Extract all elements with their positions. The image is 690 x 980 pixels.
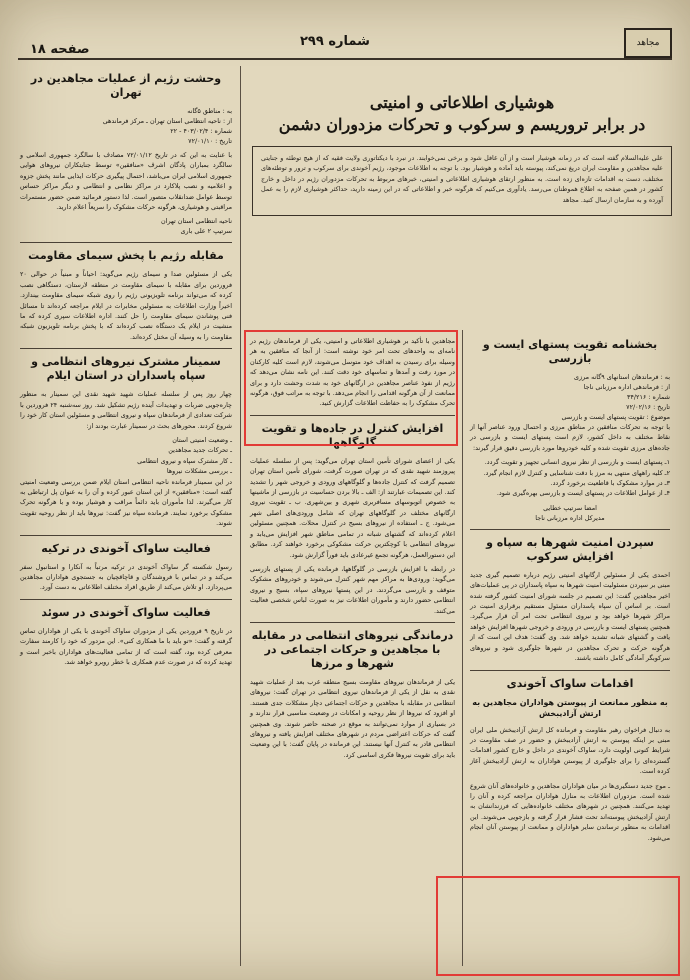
article-title: بخشنامه تقویت پستهای ایست و بازرسی xyxy=(482,338,658,365)
highlight-frame xyxy=(436,876,680,976)
intro-box xyxy=(252,146,672,216)
article-title: فعالیت ساواک آخوندی در ترکیه xyxy=(41,541,211,555)
main-article xyxy=(252,92,672,216)
article-body: با عنایت به این که در تاریخ ۷۲/۰۱/۱۲ مصادف با سالگرد جمهوری اسلامی و سالگرد بمباران پادگان اشرف «منافقین» توسط جنایتکاران نیروهای هوایی جمهوری اسلامی ایران می‌باشد، احتمال پیگیری حرکات ایذایی مانند پخش جزوه و اعلامیه و نصب پلاکارد در مراکز نظامی و انتظامی و دیگر مراکز حساس توسط عوامل ضدانقلاب متصور است. لذا دستور فرمائید ضمن حضور مستمرات مراقبتی و هوشیاری، هرگونه حرکات مشکوک را سریعاً اعلام دارید. xyxy=(20,151,232,212)
main-subtitle: در برابر تروریسم و سرکوب و تحرکات مزدوران دشمن xyxy=(278,115,646,134)
article-body: احمدی یکی از مسئولین ارگانهای امنیتی رژیم درباره تصمیم گیری جدید مبنی بر سپردن مسئولیت امنیت شهرها به سپاه پاسداران در پی عملیات‌های اخیر مجاهدین گفت: این تصمیم در جلسه شورای امنیت کشور گرفته شده است. بر اساس آن سپاه پاسداران مسئول مستقیم برقراری امنیت در مراکز شهرها خواهد بود و نیروی انتظامی تحت امر آن قرار می‌گیرد. همچنین پستهای ایست و بازرسی در ورودی و خروجی شهرها افزایش خواهد یافت و گشتهای شبانه تشدید خواهد شد. وی گفت: هدف این است که از هرگونه حرکت و تحرک مجاهدین در شهرها جلوگیری شود و نیروهای سرکوبگر آمادگی کامل داشته باشند. xyxy=(469,570,670,663)
article-body: در رابطه با افزایش بازرسی در گلوگاهها، فرمانده یکی از پستهای بازرسی می‌گوید: ورودی‌ها به مراکز مهم شهر کنترل می‌شوند و خودروهای مشکوک متوقف و بازرسی می‌گردند. در این پستها نیروهای سپاه، بسیج و نیروی انتظامی حضور دارند و مأموران اطلاعات نیز به صورت لباس شخصی فعالیت می‌کنند. xyxy=(250,564,455,615)
column-divider xyxy=(462,330,463,966)
article-title: افزایش کنترل در جاده‌ها و تقویت گلوگاهها xyxy=(261,421,444,449)
article-body: یکی از مسئولین صدا و سیمای رژیم می‌گوید: احیاناً و مبنیاً در حوالی ۲۰ فروردین برای مقابله با سیمای مقاومت در منطقه لارستان، دستگاهی نصب کرده که می‌تواند برنامه تلویزیونی رژیم را روی شبکه سیمای مقاومت بیندازد. اخیراً وزارت اطلاعات به مسئولین مخابرات در ایلام مراجعه کرده‌اند تا مسائل فنی پوشاندن سیمای مقاومت را حل کنند. اداره اطلاعات سپری کرده که ما منشیت در ایلام یک دستگاه نصب کرده‌اند که با پخش برنامه تلویزیون شبکه مقاومت را به وسیله آن مختل کرده‌اند. xyxy=(20,270,232,341)
publication-logo: مجاهد xyxy=(624,28,672,58)
article-title: وحشت رژیم از عملیات مجاهدین در تهران xyxy=(30,72,222,99)
right-column xyxy=(470,336,670,847)
article-body: رسول شکسته گر ساواک آخوندی در ترکیه مرتباً به آنکارا و استانبول سفر می‌کند و در تماس با فروشندگان و قاچاقچیان به جستجوی هواداران مجاهدین می‌پردازد. او تلاش می‌کند از طریق افراد مختلف اطلاعاتی به دست آورد. xyxy=(20,562,232,592)
article-meta: به : مناطق ۵گانه از : ناحیه انتظامی استان تهران ـ مرکز فرماندهی شماره : ۴۰۳/۰۲/۴ - ۲۲ تاریخ : ۷۲/۰۱/۱۰ xyxy=(102,107,232,145)
column-divider xyxy=(240,66,241,966)
article-body: با توجه به تحرکات منافقین در مناطق مرزی و احتمال ورود عناصر آنها از نقاط مختلف به داخل کشور، لازم است پستهای ایست و بازرسی در جاده‌های مرزی تقویت شده و کلیه خودروها مورد بازرسی دقیق قرار گیرند: xyxy=(470,423,670,452)
article-body: در تاریخ ۹ فروردین یکی از مزدوران ساواک آخوندی با یکی از هواداران تماس گرفته و گفت: «تو باید با ما همکاری کنی». این مزدور که خود را کارمند سفارت معرفی کرده بود، گفته است که از تمامی فعالیت‌های هواداران باخبر است و تهدید کرده که در صورت عدم همکاری با خطر روبرو خواهد شد. xyxy=(20,626,232,666)
issue-number: شماره ۲۹۹ xyxy=(300,34,370,49)
article-title: فعالیت ساواک آخوندی در سوئد xyxy=(41,605,211,619)
article-title: مقابله رژیم با پخش سیمای مقاومت xyxy=(28,249,224,263)
article-title: اقدامات ساواک آخوندی xyxy=(506,676,634,690)
article-signature: امضا سرتیپ خطایی مدیرکل اداره مرزبانی ناجا xyxy=(535,503,605,522)
article-list: ـ وضعیت امنیتی استان ـ تحرکات جدید مجاهدین ـ کار مشترک سپاه و نیروی انتظامی ـ بررسی مشکلات نیروها xyxy=(137,435,232,476)
article-body: چهار روز پس از سلسله عملیات شهید شهید نقدی این سمینار به منظور چاره‌جویی ضربات و تهدیدات آینده رژیم تشکیل شد. روز سه‌شنبه ۲۴ فروردین با شرکت تعدادی از فرماندهان سپاه و نیروی انتظامی و مسئولین استان کار خود را شروع کردند. محورهای بحث در سمینار عبارت بودند از: xyxy=(20,390,233,430)
article-body: یکی از اعضای شورای تأمین استان تهران می‌گوید: پس از سلسله عملیات پیروزمند شهید نقدی که در تهران صورت گرفت، شورای تأمین استان تهران تصمیم گرفت که کنترل جاده‌ها و گلوگاههای ورودی و خروجی شهر را تشدید کند. این تصمیمات عبارتند از: الف ـ بالا بردن حساسیت در بازرسی از ماشینها به خصوص اتوبوسهای مسافربری شهری و بین‌شهری. ب ـ تقویت نیروی ارگانهای مختلف در گلوگاههای تهران که شامل ورودی‌های اصلی شهر می‌شود. ج ـ استفاده از نیروهای بسیج در کنترل محلات. همچنین مسئولین اعلام کرده‌اند که گشتهای شبانه در تمامی مناطق شهر افزایش می‌یابد و نیروهای انتظامی با کوچکترین حرکت مشکوکی برخورد خواهند کرد. مطابق این دستورالعمل، هرگونه تجمع غیرعادی باید فوراً گزارش شود. xyxy=(250,456,455,559)
article-subtitle: به منظور ممانعت از پیوستن هواداران مجاهدین به ارتش آزادیبخش xyxy=(472,697,668,718)
article-title: سپردن امنیت شهرها به سپاه و افزایش سرکوب xyxy=(486,535,654,563)
article-body: به دنبال فراخوان رهبر مقاومت و فرمانده کل ارتش آزادیبخش ملی ایران مبنی بر اینکه پیوستن به ارتش آزادیبخش و حضور در صف مقاومت در شرایط کنونی اولویت دارد، ساواک آخوندی در داخل و خارج کشور اقدامات گسترده‌ای را برای جلوگیری از پیوستن هواداران به ارتش آزادیبخش آغاز کرده است. xyxy=(470,725,670,776)
highlighted-paragraph: ـ موج جدید دستگیری‌ها در میان هواداران مجاهدین و خانواده‌های آنان شروع شده است. مزدوران اطلاعات به منازل هواداران مراجعه کرده و آنان را تهدید می‌کنند. همچنین در شهرهای مختلف خانواده‌هایی که فرزندانشان به ارتش آزادیبخش پیوسته‌اند تحت فشار قرار گرفته و بازجویی می‌شوند. این اقدامات به منظور ترساندن سایر هواداران و ممانعت از پیوستن آنان انجام می‌شود. xyxy=(470,781,670,842)
left-column xyxy=(20,70,232,671)
main-title: هوشیاری اطلاعاتی و امنیتی xyxy=(369,93,555,112)
article-signature: ناحیه انتظامی استان تهران سرتیپ ۲ علی باری xyxy=(161,217,232,236)
article-title: درماندگی نیروهای انتظامی در مقابله با مجاهدین و حرکات اجتماعی در شهرها و مرزها xyxy=(251,628,454,670)
page-number: صفحه ۱۸ xyxy=(30,42,90,57)
article-body: در این سمینار فرمانده ناحیه انتظامی استان ایلام ضمن بررسی وضعیت امنیتی گفته است: «منافقین» از این استان عبور کرده و آن را به عنوان پل ارتباطی به کار می‌گیرند. لذا مأموران باید دائماً مراقب و هوشیار بوده و با هرگونه تحرک مشکوک برخورد نمایند. فرمانده سپاه نیز گفت: نیروها باید از نظر روحیه تقویت شوند. xyxy=(20,477,232,528)
header-rule xyxy=(18,58,672,60)
highlighted-paragraph: مجاهدین با تأکید بر هوشیاری اطلاعاتی و امنیتی، یکی از فرماندهان رژیم در نامه‌ای به واحدهای تحت امر خود نوشته است: از آنجا که منافقین به هر وسیله برای رسیدن به اهداف خود متوسل می‌شوند، لازم است کلیه کارکنان در مورد رفت و آمدها و تماسهای خود دقت کنند. این نامه نشان می‌دهد که رژیم از نفوذ عناصر مجاهدین در ارگانهای خود به شدت وحشت دارد و برای ممانعت از آن هرگونه اقدامی را انجام می‌دهد. با توجه به مراتب فوق، هرگونه تحرک مشکوک را به حفاظت اطلاعات گزارش کنید. xyxy=(250,337,455,408)
article-title: سمینار مشترک نیروهای انتظامی و سپاه پاسداران در استان ایلام xyxy=(31,355,221,383)
highlight-frame xyxy=(244,330,458,446)
article-list: ۱ـ پستهای ایست و بازرسی از نظر نیروی انسانی تجهیز و تقویت گردد. ۲ـ کلیه راههای منتهی به مرز با دقت شناسایی و کنترل لازم انجام گیرد. ۳ـ در موارد مشکوک با قاطعیت برخورد گردد. ۴ـ از عوامل اطلاعات در پستهای ایست و بازرسی بهره‌گیری شود. xyxy=(483,458,670,498)
article-meta: به : فرماندهان استانهای ۹گانه مرزی از : فرماندهی اداره مرزبانی ناجا شماره : ۳۴/۲۱۶ تاریخ : ۷۲/۰۲/۱۶ موضوع : تقویت پستهای ایست و بازرسی xyxy=(561,373,670,421)
intro-text: علی علیه‌السلام گفته است که در زمانه هوشیار است و از آن غافل شود و برخی نمی‌خوابند. در نبرد با دیکتاتوری ولایت فقیه که از هیچ توطئه و جنایتی علیه مجاهدین و مقاومت ایران دریغ نمی‌کند، پیوسته باید آماده و هوشیار بود. با توجه به اطلاعات موجود، رژیم آخوندی برای سرکوب و ترور و توطئه‌های مختلف، دست به اقدامات تازه‌ای زده است. به منظور ارتقای هوشیاری اطلاعاتی و امنیتی، خبرهای مربوط به تحرکات مزدوران رژیم در داخل و خارج کشور در همین صفحه به اطلاع هموطنان می‌رسد. یادآوری می‌کنیم که هرگونه خبر و اطلاعاتی که در این زمینه دارید، حداکثر هوشیاری لازم را به عمل آورده و به سازمان ارسال کنید. مجاهد xyxy=(261,154,663,204)
article-body: یکی از فرماندهان نیروهای مقاومت بسیج منطقه غرب بعد از عملیات شهید نقدی به نقل از یکی از فرماندهان نیروی انتظامی در تهران گفت: نیروهای انتظامی در مقابله با مجاهدین و حرکات اجتماعی دچار مشکلات جدی هستند. او افزود که نیروها از نظر روحیه و امکانات در وضعیت مناسبی قرار ندارند و در بسیاری از موارد نمی‌توانند به موقع در صحنه حاضر شوند. وی همچنین گفت که حرکات اعتراضی مردم در شهرهای مختلف افزایش یافته و نیروهای انتظامی قادر به کنترل آنها نیستند. این فرمانده در پایان گفت: با این وضعیت باید برای تقویت نیروها فکری اساسی کرد. xyxy=(250,677,455,759)
